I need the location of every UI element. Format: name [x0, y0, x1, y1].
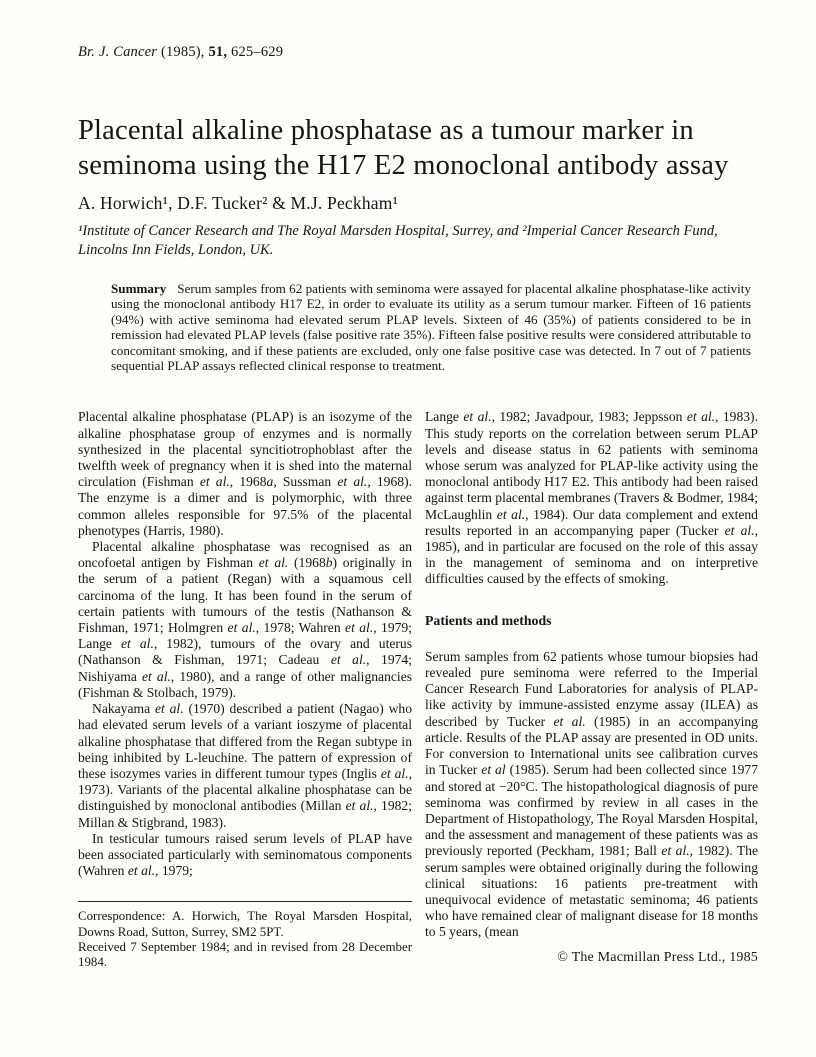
left-column	[78, 409, 412, 970]
correspondence-text: Correspondence: A. Horwich, The Royal Marsden Hospital, Downs Road, Sutton, Surrey, SM2 5PT.	[78, 909, 412, 939]
affiliation-line: ¹Institute of Cancer Research and The Royal Marsden Hospital, Surrey, and ²Imperial Cancer Research Fund, Lincolns Inn Fields, London, UK.	[78, 223, 718, 258]
section-heading-patients-and-methods: Patients and methods	[425, 612, 552, 628]
body-paragraph: Lange et al., 1982; Javadpour, 1983; Jeppsson et al., 1983). This study reports on the correlation between serum PLAP levels and disease status in 62 patients with seminoma whose serum was analyzed for PLAP-like activity using the monoclonal antibody H17 E2. This antibody had been raised against term placental membranes (Travers & Bodmer, 1984; McLaughlin et al., 1984). Our data complement and extend results reported in an accompanying paper (Tucker et al., 1985), and in particular are focused on the role of this assay in the management of seminoma and on interpretive difficulties caused by the effects of smoking.	[425, 409, 759, 587]
body-paragraph: Placental alkaline phosphatase (PLAP) is an isozyme of the alkaline phosphatase group of enzymes and is normally synthesized in the placental syncitiotrophoblast after the twelfth week of pregnancy when it is shed into the maternal circulation (Fishman et al., 1968a, Sussman et al., 1968). The enzyme is a dimer and is polymorphic, with three common alleles responsible for 97.5% of the placental phenotypes (Harris, 1980).	[78, 409, 412, 538]
received-text: Received 7 September 1984; and in revised from 28 December 1984.	[78, 939, 412, 969]
article-header	[78, 113, 758, 260]
two-column-body	[78, 409, 758, 970]
summary-label: Summary	[111, 281, 167, 296]
authors-line: A. Horwich¹, D.F. Tucker² & M.J. Peckham¹	[78, 193, 399, 213]
body-paragraph: Nakayama et al. (1970) described a patient (Nagao) who had elevated serum levels of a variant ioszyme of placental alkaline phosphatase that differed from the Regan subtype in being inhibited by L-leuchine. The pattern of expression of these isozymes varies in different tumour types (Inglis et al., 1973). Variants of the placental alkaline phosphatase can be distinguished by monoclonal antibodies (Millan et al., 1982; Millan & Stigbrand, 1983).	[78, 701, 412, 830]
footnote-divider	[78, 901, 412, 902]
article-title-line-1: Placental alkaline phosphatase as a tumour marker in	[78, 115, 694, 146]
journal-citation: Br. J. Cancer (1985), 51, 625–629	[78, 44, 284, 60]
body-paragraph: In testicular tumours raised serum levels of PLAP have been associated particularly with seminomatous components (Wahren et al., 1979;	[78, 830, 412, 879]
received-note	[78, 940, 412, 970]
body-paragraph: Placental alkaline phosphatase was recognised as an oncofoetal antigen by Fishman et al. (1968b) originally in the serum of a patient (Regan) with a squamous cell carcinoma of the lung. It has been found in the serum of certain patients with tumours of the testis (Nathanson & Fishman, 1971; Holmgren et al., 1978; Wahren et al., 1979; Lange et al., 1982), tumours of the ovary and uterus (Nathanson & Fishman, 1971; Cadeau et al., 1974; Nishiyama et al., 1980), and a range of other malignancies (Fishman & Stolbach, 1979).	[78, 539, 413, 700]
summary-text: Serum samples from 62 patients with seminoma were assayed for placental alkaline phosphatase-like activity using the monoclonal antibody H17 E2, in order to evaluate its utility as a serum tumour marker. Fifteen of 16 patients (94%) with active seminoma had elevated serum PLAP levels. Sixteen of 46 (35%) of patients considered to be in remission had elevated PLAP levels (false positive rate 35%). Fifteen false positive results were considered attributable to concomitant smoking, and if these patients are excluded, only one false positive case was detected. In 7 out of 7 patients sequential PLAP assays reflected clinical response to treatment.	[111, 281, 751, 374]
methods-paragraph: Serum samples from 62 patients whose tumour biopsies had revealed pure seminoma were referred to the Imperial Cancer Research Fund Laboratories for analysis of PLAP-like activity by immune-assisted enzyme assay (ILEA) as described by Tucker et al. (1985) in an accompanying article. Results of the PLAP assay are presented in OD units. For conversion to International units see calibration curves in Tucker et al (1985). Serum had been collected since 1977 and stored at −20°C. The histopathological diagnosis of pure seminoma was confirmed by review in all cases in the Department of Histopathology, The Royal Marsden Hospital, and the assessment and management of these patients was as previously reported (Peckham, 1981; Ball et al., 1982). The serum samples were obtained originally during the following clinical situations: 16 patients pre-treatment with unequivocal evidence of metastatic seminoma; 46 patients who have remained clear of malignant disease for 18 months to 5 years, (mean	[425, 648, 759, 940]
copyright-line: © The Macmillan Press Ltd., 1985	[557, 949, 758, 965]
correspondence-note	[78, 909, 412, 939]
article-title-line-2: seminoma using the H17 E2 monoclonal antibody assay	[78, 150, 729, 181]
summary-section	[111, 281, 751, 373]
right-column	[425, 409, 758, 970]
